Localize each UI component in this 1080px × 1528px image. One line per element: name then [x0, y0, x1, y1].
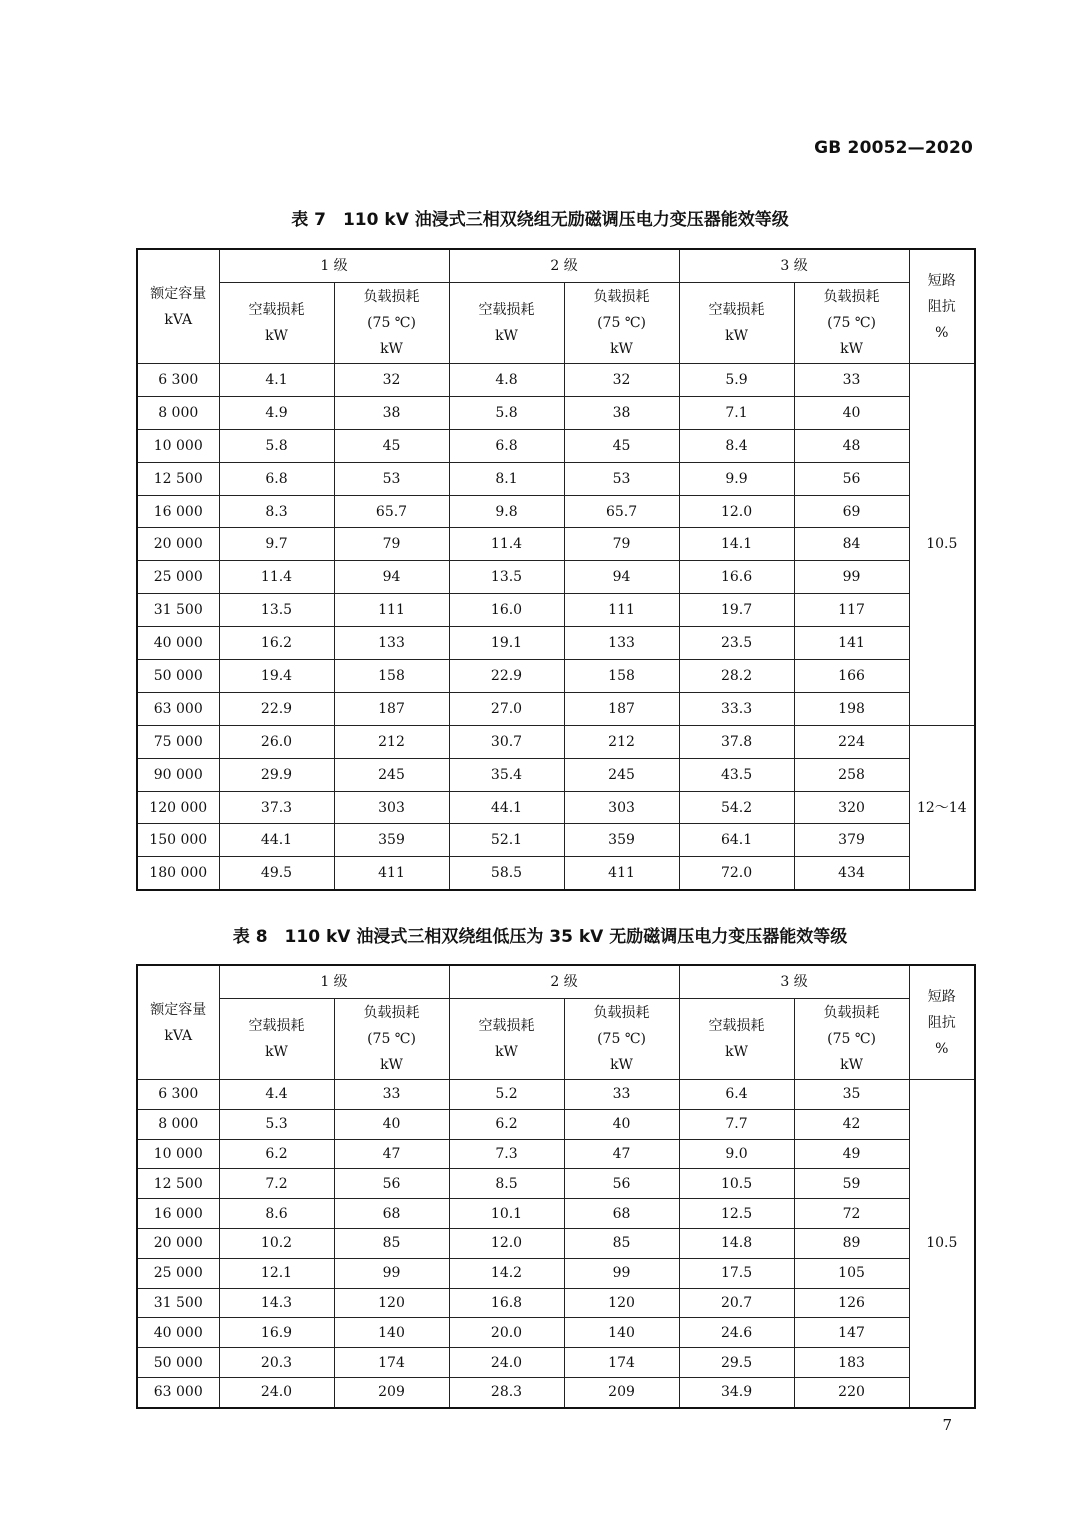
table-row — [137, 1080, 975, 1110]
no-load-loss-cell: 8.6 — [219, 1199, 334, 1229]
no-load-loss-header-line: kW — [495, 1044, 518, 1060]
no-load-loss-header-line: kW — [725, 328, 748, 344]
table8-body — [137, 1080, 975, 1408]
no-load-loss-header-line: kW — [725, 1044, 748, 1060]
load-loss-cell: 174 — [334, 1348, 449, 1378]
no-load-loss-header — [679, 283, 794, 364]
table8-caption: 表 8 110 kV 油浸式三相双绕组低压为 35 kV 无励磁调压电力变压器能效等级 — [232, 927, 848, 947]
no-load-loss-cell: 52.1 — [449, 824, 564, 857]
no-load-loss-cell: 20.0 — [449, 1318, 564, 1348]
capacity-cell: 6 300 — [137, 364, 219, 397]
load-loss-header-line: (75 ℃) — [367, 1031, 416, 1047]
table7 — [136, 248, 976, 891]
impedance-header — [909, 965, 975, 1080]
no-load-loss-cell: 11.4 — [449, 528, 564, 561]
load-loss-cell: 35 — [794, 1080, 909, 1110]
load-loss-cell: 68 — [334, 1199, 449, 1229]
load-loss-cell: 47 — [564, 1139, 679, 1169]
load-loss-cell: 84 — [794, 528, 909, 561]
load-loss-cell: 40 — [334, 1109, 449, 1139]
load-loss-header-line: (75 ℃) — [367, 315, 416, 331]
impedance-header-line: 短路 — [927, 988, 956, 1005]
no-load-loss-header-line: 空载损耗 — [478, 1018, 535, 1034]
load-loss-header-line: kW — [840, 341, 863, 357]
table-row — [137, 824, 975, 857]
table-row — [137, 462, 975, 495]
no-load-loss-cell: 13.5 — [449, 561, 564, 594]
load-loss-cell: 187 — [334, 692, 449, 725]
level-2-header: 2 级 — [449, 249, 679, 283]
no-load-loss-cell: 35.4 — [449, 758, 564, 791]
capacity-cell: 20 000 — [137, 1228, 219, 1258]
no-load-loss-cell: 30.7 — [449, 725, 564, 758]
load-loss-cell: 99 — [334, 1258, 449, 1288]
no-load-loss-cell: 19.4 — [219, 660, 334, 693]
no-load-loss-cell: 44.1 — [219, 824, 334, 857]
load-loss-header — [794, 999, 909, 1080]
capacity-cell: 10 000 — [137, 429, 219, 462]
load-loss-header-line: 负载损耗 — [593, 1005, 650, 1021]
load-loss-cell: 111 — [334, 594, 449, 627]
load-loss-cell: 133 — [564, 627, 679, 660]
capacity-cell: 120 000 — [137, 791, 219, 824]
capacity-cell: 40 000 — [137, 627, 219, 660]
capacity-cell: 50 000 — [137, 660, 219, 693]
table-row — [137, 528, 975, 561]
no-load-loss-cell: 10.2 — [219, 1228, 334, 1258]
no-load-loss-cell: 27.0 — [449, 692, 564, 725]
table-row — [137, 364, 975, 397]
no-load-loss-cell: 5.3 — [219, 1109, 334, 1139]
capacity-cell: 12 500 — [137, 1169, 219, 1199]
load-loss-header-line: kW — [840, 1057, 863, 1073]
impedance-cell: 12～14 — [909, 725, 975, 890]
no-load-loss-cell: 7.1 — [679, 396, 794, 429]
no-load-loss-cell: 49.5 — [219, 857, 334, 890]
load-loss-cell: 158 — [564, 660, 679, 693]
load-loss-cell: 65.7 — [334, 495, 449, 528]
capacity-cell: 90 000 — [137, 758, 219, 791]
no-load-loss-cell: 34.9 — [679, 1377, 794, 1407]
load-loss-cell: 198 — [794, 692, 909, 725]
no-load-loss-header-line: kW — [495, 328, 518, 344]
load-loss-cell: 411 — [564, 857, 679, 890]
no-load-loss-cell: 12.0 — [449, 1228, 564, 1258]
load-loss-cell: 183 — [794, 1348, 909, 1378]
load-loss-header-line: 负载损耗 — [823, 289, 880, 305]
table-row — [137, 1169, 975, 1199]
no-load-loss-header-line: 空载损耗 — [708, 1018, 765, 1034]
no-load-loss-cell: 26.0 — [219, 725, 334, 758]
no-load-loss-cell: 28.3 — [449, 1377, 564, 1407]
table-row — [137, 758, 975, 791]
load-loss-cell: 303 — [334, 791, 449, 824]
capacity-cell: 16 000 — [137, 1199, 219, 1229]
capacity-cell: 25 000 — [137, 1258, 219, 1288]
table7-caption: 表 7 110 kV 油浸式三相双绕组无励磁调压电力变压器能效等级 — [291, 210, 789, 230]
load-loss-cell: 220 — [794, 1377, 909, 1407]
load-loss-cell: 320 — [794, 791, 909, 824]
load-loss-cell: 105 — [794, 1258, 909, 1288]
load-loss-cell: 120 — [564, 1288, 679, 1318]
no-load-loss-cell: 4.4 — [219, 1080, 334, 1110]
level-2-header: 2 级 — [449, 965, 679, 999]
load-loss-cell: 359 — [334, 824, 449, 857]
no-load-loss-cell: 4.9 — [219, 396, 334, 429]
no-load-loss-header — [219, 283, 334, 364]
load-loss-header — [794, 283, 909, 364]
load-loss-cell: 245 — [334, 758, 449, 791]
load-loss-cell: 47 — [334, 1139, 449, 1169]
load-loss-cell: 40 — [564, 1109, 679, 1139]
level-1-header: 1 级 — [219, 965, 449, 999]
no-load-loss-cell: 16.8 — [449, 1288, 564, 1318]
no-load-loss-cell: 10.1 — [449, 1199, 564, 1229]
load-loss-cell: 85 — [334, 1228, 449, 1258]
table-row — [137, 1288, 975, 1318]
load-loss-cell: 94 — [334, 561, 449, 594]
capacity-cell: 63 000 — [137, 692, 219, 725]
capacity-cell: 8 000 — [137, 1109, 219, 1139]
load-loss-cell: 359 — [564, 824, 679, 857]
load-loss-cell: 32 — [564, 364, 679, 397]
table8 — [136, 964, 976, 1409]
no-load-loss-cell: 7.3 — [449, 1139, 564, 1169]
load-loss-cell: 174 — [564, 1348, 679, 1378]
load-loss-cell: 45 — [564, 429, 679, 462]
load-loss-cell: 48 — [794, 429, 909, 462]
table-row — [137, 1199, 975, 1229]
table-row — [137, 1139, 975, 1169]
load-loss-cell: 258 — [794, 758, 909, 791]
no-load-loss-cell: 23.5 — [679, 627, 794, 660]
no-load-loss-cell: 6.4 — [679, 1080, 794, 1110]
capacity-cell: 16 000 — [137, 495, 219, 528]
table-row — [137, 561, 975, 594]
capacity-header — [137, 249, 219, 364]
table-row — [137, 857, 975, 890]
load-loss-cell: 85 — [564, 1228, 679, 1258]
load-loss-header-line: kW — [380, 1057, 403, 1073]
no-load-loss-cell: 22.9 — [449, 660, 564, 693]
no-load-loss-cell: 9.9 — [679, 462, 794, 495]
no-load-loss-cell: 16.9 — [219, 1318, 334, 1348]
table-row — [137, 1377, 975, 1407]
load-loss-cell: 79 — [564, 528, 679, 561]
load-loss-cell: 38 — [564, 396, 679, 429]
header-row-losses — [137, 283, 975, 364]
load-loss-cell: 89 — [794, 1228, 909, 1258]
load-loss-cell: 42 — [794, 1109, 909, 1139]
load-loss-cell: 411 — [334, 857, 449, 890]
capacity-cell: 150 000 — [137, 824, 219, 857]
no-load-loss-cell: 17.5 — [679, 1258, 794, 1288]
capacity-cell: 6 300 — [137, 1080, 219, 1110]
load-loss-cell: 53 — [334, 462, 449, 495]
no-load-loss-cell: 14.1 — [679, 528, 794, 561]
capacity-cell: 63 000 — [137, 1377, 219, 1407]
no-load-loss-cell: 8.3 — [219, 495, 334, 528]
capacity-cell: 20 000 — [137, 528, 219, 561]
no-load-loss-cell: 16.2 — [219, 627, 334, 660]
load-loss-cell: 434 — [794, 857, 909, 890]
capacity-header-line: kVA — [164, 1027, 193, 1044]
load-loss-cell: 141 — [794, 627, 909, 660]
load-loss-header-line: (75 ℃) — [597, 315, 646, 331]
no-load-loss-cell: 6.2 — [449, 1109, 564, 1139]
no-load-loss-cell: 6.8 — [449, 429, 564, 462]
capacity-cell: 10 000 — [137, 1139, 219, 1169]
no-load-loss-cell: 9.8 — [449, 495, 564, 528]
capacity-cell: 25 000 — [137, 561, 219, 594]
no-load-loss-cell: 4.8 — [449, 364, 564, 397]
no-load-loss-header-line: kW — [265, 328, 288, 344]
impedance-header-line: 阻抗 — [927, 1014, 956, 1031]
load-loss-cell: 303 — [564, 791, 679, 824]
load-loss-cell: 111 — [564, 594, 679, 627]
load-loss-header — [334, 999, 449, 1080]
no-load-loss-cell: 37.8 — [679, 725, 794, 758]
capacity-header-line: kVA — [164, 311, 193, 328]
no-load-loss-cell: 14.8 — [679, 1228, 794, 1258]
load-loss-cell: 245 — [564, 758, 679, 791]
page-number: 7 — [942, 1416, 952, 1434]
no-load-loss-header-line: 空载损耗 — [478, 302, 535, 318]
load-loss-header-line: 负载损耗 — [593, 289, 650, 305]
table-row — [137, 396, 975, 429]
table-row — [137, 1348, 975, 1378]
no-load-loss-cell: 29.5 — [679, 1348, 794, 1378]
load-loss-header-line: kW — [610, 1057, 633, 1073]
table-row — [137, 725, 975, 758]
capacity-cell: 40 000 — [137, 1318, 219, 1348]
load-loss-header-line: kW — [610, 341, 633, 357]
no-load-loss-cell: 7.2 — [219, 1169, 334, 1199]
table-row — [137, 495, 975, 528]
load-loss-cell: 53 — [564, 462, 679, 495]
no-load-loss-cell: 5.8 — [219, 429, 334, 462]
load-loss-cell: 45 — [334, 429, 449, 462]
load-loss-cell: 147 — [794, 1318, 909, 1348]
load-loss-cell: 126 — [794, 1288, 909, 1318]
table8-header — [137, 965, 975, 1080]
impedance-header-line: 短路 — [927, 272, 956, 289]
no-load-loss-cell: 19.1 — [449, 627, 564, 660]
table-row — [137, 791, 975, 824]
no-load-loss-cell: 5.9 — [679, 364, 794, 397]
table7-body — [137, 364, 975, 891]
no-load-loss-header — [449, 283, 564, 364]
load-loss-cell: 140 — [334, 1318, 449, 1348]
no-load-loss-cell: 14.2 — [449, 1258, 564, 1288]
no-load-loss-cell: 58.5 — [449, 857, 564, 890]
load-loss-cell: 56 — [564, 1169, 679, 1199]
load-loss-cell: 140 — [564, 1318, 679, 1348]
load-loss-header-line: 负载损耗 — [363, 1005, 420, 1021]
table-row — [137, 660, 975, 693]
no-load-loss-cell: 14.3 — [219, 1288, 334, 1318]
table7-header — [137, 249, 975, 364]
load-loss-cell: 379 — [794, 824, 909, 857]
load-loss-cell: 32 — [334, 364, 449, 397]
capacity-cell: 75 000 — [137, 725, 219, 758]
standard-code: GB 20052—2020 — [814, 138, 973, 158]
load-loss-cell: 133 — [334, 627, 449, 660]
no-load-loss-cell: 16.6 — [679, 561, 794, 594]
no-load-loss-cell: 20.7 — [679, 1288, 794, 1318]
impedance-header-line: % — [935, 1040, 949, 1057]
no-load-loss-header-line: kW — [265, 1044, 288, 1060]
no-load-loss-cell: 5.2 — [449, 1080, 564, 1110]
no-load-loss-header-line: 空载损耗 — [248, 302, 305, 318]
no-load-loss-cell: 22.9 — [219, 692, 334, 725]
no-load-loss-cell: 11.4 — [219, 561, 334, 594]
no-load-loss-cell: 8.5 — [449, 1169, 564, 1199]
no-load-loss-cell: 8.1 — [449, 462, 564, 495]
load-loss-cell: 209 — [334, 1377, 449, 1407]
no-load-loss-cell: 20.3 — [219, 1348, 334, 1378]
load-loss-header-line: (75 ℃) — [827, 315, 876, 331]
no-load-loss-header — [679, 999, 794, 1080]
load-loss-header-line: (75 ℃) — [827, 1031, 876, 1047]
load-loss-cell: 212 — [334, 725, 449, 758]
impedance-header — [909, 249, 975, 364]
no-load-loss-cell: 72.0 — [679, 857, 794, 890]
load-loss-header — [564, 283, 679, 364]
load-loss-cell: 68 — [564, 1199, 679, 1229]
load-loss-cell: 33 — [334, 1080, 449, 1110]
level-3-header: 3 级 — [679, 249, 909, 283]
no-load-loss-cell: 13.5 — [219, 594, 334, 627]
no-load-loss-cell: 9.0 — [679, 1139, 794, 1169]
header-row-levels — [137, 965, 975, 999]
load-loss-header-line: 负载损耗 — [363, 289, 420, 305]
capacity-cell: 12 500 — [137, 462, 219, 495]
load-loss-cell: 72 — [794, 1199, 909, 1229]
level-1-header: 1 级 — [219, 249, 449, 283]
load-loss-cell: 79 — [334, 528, 449, 561]
table-row — [137, 692, 975, 725]
no-load-loss-cell: 7.7 — [679, 1109, 794, 1139]
load-loss-cell: 65.7 — [564, 495, 679, 528]
load-loss-cell: 117 — [794, 594, 909, 627]
load-loss-cell: 166 — [794, 660, 909, 693]
no-load-loss-header-line: 空载损耗 — [248, 1018, 305, 1034]
load-loss-cell: 38 — [334, 396, 449, 429]
no-load-loss-header-line: 空载损耗 — [708, 302, 765, 318]
load-loss-cell: 99 — [794, 561, 909, 594]
no-load-loss-cell: 5.8 — [449, 396, 564, 429]
table-row — [137, 594, 975, 627]
load-loss-cell: 33 — [564, 1080, 679, 1110]
no-load-loss-cell: 6.8 — [219, 462, 334, 495]
load-loss-header-line: 负载损耗 — [823, 1005, 880, 1021]
impedance-cell: 10.5 — [909, 364, 975, 726]
no-load-loss-cell: 12.5 — [679, 1199, 794, 1229]
no-load-loss-cell: 64.1 — [679, 824, 794, 857]
no-load-loss-cell: 19.7 — [679, 594, 794, 627]
no-load-loss-cell: 37.3 — [219, 791, 334, 824]
no-load-loss-cell: 43.5 — [679, 758, 794, 791]
no-load-loss-cell: 9.7 — [219, 528, 334, 561]
load-loss-header-line: kW — [380, 341, 403, 357]
no-load-loss-cell: 6.2 — [219, 1139, 334, 1169]
load-loss-header-line: (75 ℃) — [597, 1031, 646, 1047]
capacity-cell: 8 000 — [137, 396, 219, 429]
no-load-loss-cell: 12.0 — [679, 495, 794, 528]
no-load-loss-cell: 16.0 — [449, 594, 564, 627]
no-load-loss-header — [219, 999, 334, 1080]
no-load-loss-cell: 24.0 — [449, 1348, 564, 1378]
no-load-loss-cell: 29.9 — [219, 758, 334, 791]
load-loss-cell: 56 — [334, 1169, 449, 1199]
no-load-loss-cell: 24.0 — [219, 1377, 334, 1407]
load-loss-cell: 59 — [794, 1169, 909, 1199]
load-loss-cell: 99 — [564, 1258, 679, 1288]
table-row — [137, 1318, 975, 1348]
capacity-cell: 50 000 — [137, 1348, 219, 1378]
load-loss-header — [334, 283, 449, 364]
no-load-loss-cell: 10.5 — [679, 1169, 794, 1199]
capacity-cell: 31 500 — [137, 1288, 219, 1318]
no-load-loss-cell: 28.2 — [679, 660, 794, 693]
level-3-header: 3 级 — [679, 965, 909, 999]
no-load-loss-cell: 4.1 — [219, 364, 334, 397]
header-row-levels — [137, 249, 975, 283]
capacity-cell: 31 500 — [137, 594, 219, 627]
no-load-loss-header — [449, 999, 564, 1080]
table-row — [137, 429, 975, 462]
impedance-cell: 10.5 — [909, 1080, 975, 1408]
table-row — [137, 1258, 975, 1288]
header-row-losses — [137, 999, 975, 1080]
no-load-loss-cell: 54.2 — [679, 791, 794, 824]
capacity-header — [137, 965, 219, 1080]
capacity-cell: 180 000 — [137, 857, 219, 890]
load-loss-cell: 187 — [564, 692, 679, 725]
load-loss-cell: 94 — [564, 561, 679, 594]
load-loss-cell: 120 — [334, 1288, 449, 1318]
load-loss-cell: 56 — [794, 462, 909, 495]
no-load-loss-cell: 33.3 — [679, 692, 794, 725]
no-load-loss-cell: 44.1 — [449, 791, 564, 824]
table-row — [137, 1109, 975, 1139]
table-row — [137, 1228, 975, 1258]
capacity-header-line: 额定容量 — [150, 285, 207, 302]
no-load-loss-cell: 24.6 — [679, 1318, 794, 1348]
table-row — [137, 627, 975, 660]
load-loss-header — [564, 999, 679, 1080]
load-loss-cell: 49 — [794, 1139, 909, 1169]
load-loss-cell: 69 — [794, 495, 909, 528]
load-loss-cell: 33 — [794, 364, 909, 397]
no-load-loss-cell: 12.1 — [219, 1258, 334, 1288]
impedance-header-line: 阻抗 — [927, 298, 956, 315]
no-load-loss-cell: 8.4 — [679, 429, 794, 462]
impedance-header-line: % — [935, 324, 949, 341]
load-loss-cell: 158 — [334, 660, 449, 693]
load-loss-cell: 40 — [794, 396, 909, 429]
capacity-header-line: 额定容量 — [150, 1001, 207, 1018]
load-loss-cell: 212 — [564, 725, 679, 758]
load-loss-cell: 209 — [564, 1377, 679, 1407]
load-loss-cell: 224 — [794, 725, 909, 758]
